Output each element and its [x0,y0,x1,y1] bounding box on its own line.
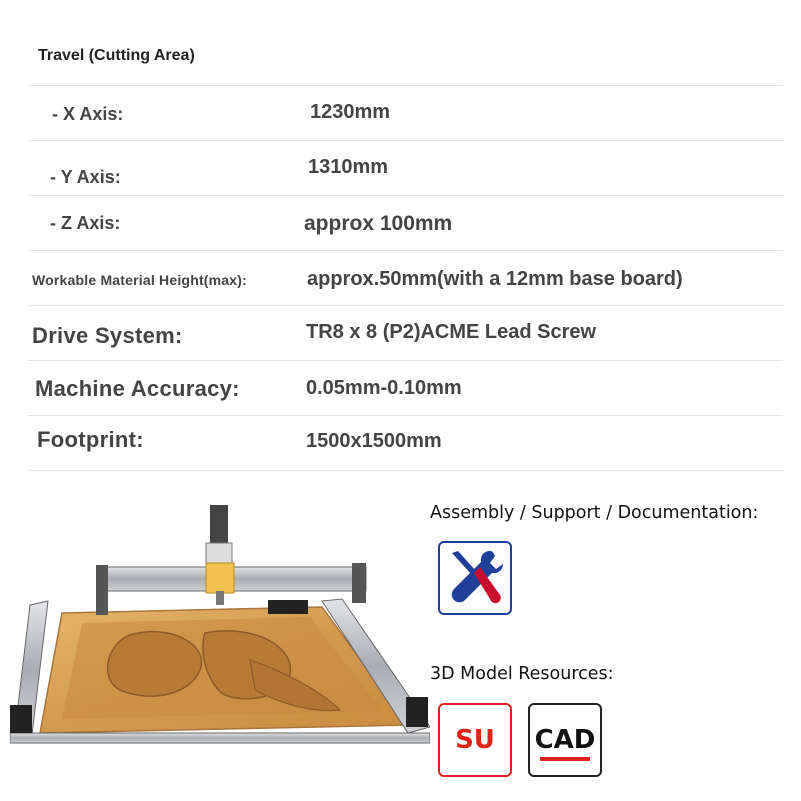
spec-value-x-axis: 1230mm [310,101,391,123]
spec-value-y-axis: 1310mm [308,156,389,178]
spec-value-z-axis: approx 100mm [304,212,453,235]
sketchup-label: SU [455,725,495,755]
cad-icon[interactable] [528,703,602,777]
cad-underline [540,757,590,761]
cnc-machine-image [10,505,430,755]
spec-value-drive-system: TR8 x 8 (P2)ACME Lead Screw [306,321,597,343]
spec-row [28,86,783,141]
assembly-support-title: Assembly / Support / Documentation: [430,503,759,523]
spec-value-material-height: approx.50mm(with a 12mm base board) [307,268,683,290]
spec-label-machine-accuracy: Machine Accuracy: [35,376,240,401]
spec-value-machine-accuracy: 0.05mm-0.10mm [306,377,462,399]
model-resources-title: 3D Model Resources: [430,664,614,684]
tools-icon[interactable] [438,541,512,615]
screwdriver-wrench-icon [440,543,510,613]
spec-heading: Travel (Cutting Area) [38,47,195,64]
spec-label-y-axis: - Y Axis: [50,167,121,187]
spec-label-drive-system: Drive System: [32,323,183,348]
spec-value-footprint: 1500x1500mm [306,430,442,452]
spec-label-material-height: Workable Material Height(max): [32,272,248,288]
spec-label-x-axis: - X Axis: [52,104,124,124]
spec-row-heading [28,0,783,86]
cad-label: CAD [534,725,596,755]
spec-label-footprint: Footprint: [37,427,144,452]
sketchup-icon[interactable] [438,703,512,777]
spec-label-z-axis: - Z Axis: [50,213,121,233]
spec-row [28,141,783,196]
